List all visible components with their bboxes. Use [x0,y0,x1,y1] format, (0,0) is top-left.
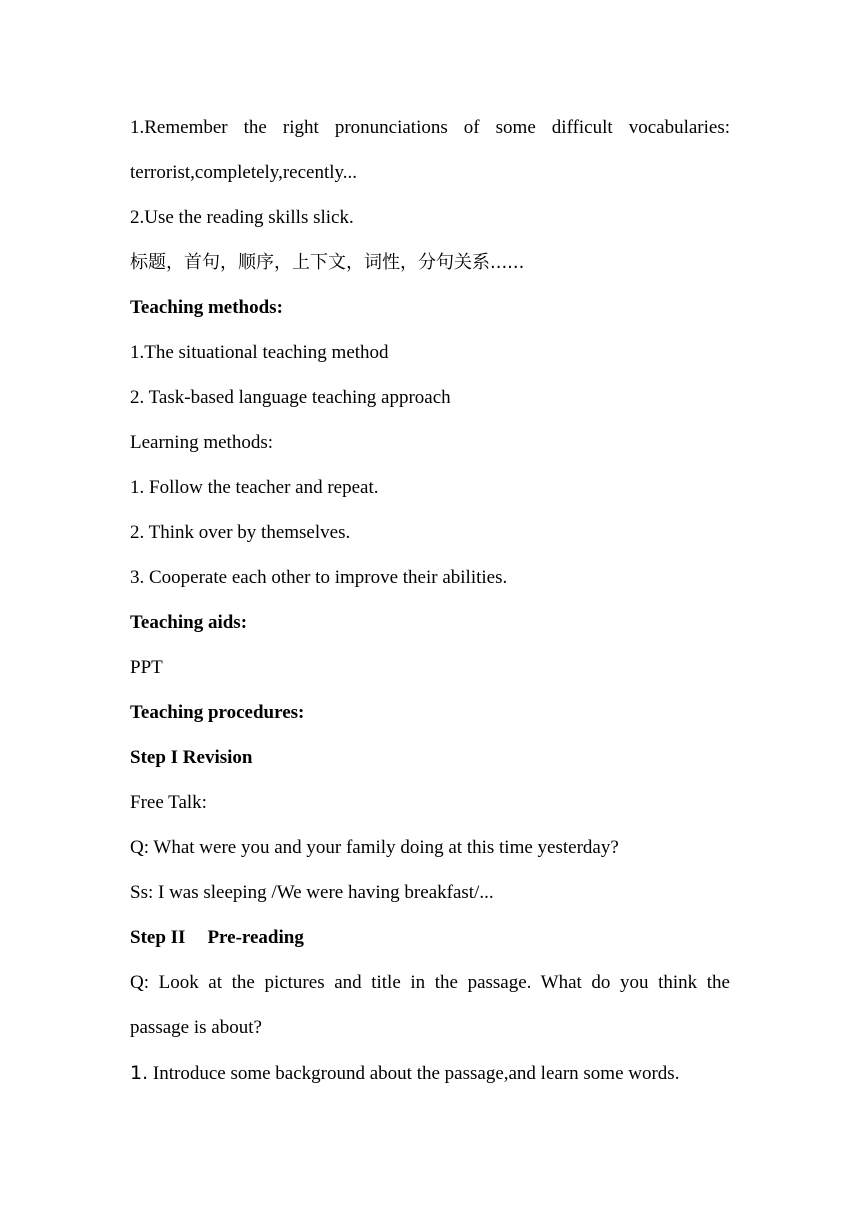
step-2-title: Pre-reading [207,927,304,948]
teaching-aids-heading: Teaching aids: [130,612,248,633]
pre-reading-question-line-2: passage is about? [130,1017,262,1038]
free-talk-answer: Ss: I was sleeping /We were having breakfast/... [130,882,494,903]
free-talk-label: Free Talk: [130,792,207,813]
teaching-aids-value: PPT [130,657,163,678]
reading-skills-cn: 标题，首句，顺序，上下文，词性，分句关系...... [130,252,525,273]
pre-reading-item-1-text: Introduce some background about the passage,and learn some words. [148,1063,680,1084]
learning-method-2: 2. Think over by themselves. [130,522,351,543]
pre-reading-item-1 [130,1061,730,1086]
teaching-procedures-heading: Teaching procedures: [130,702,305,723]
pre-reading-item-1-number: 1. [130,1062,149,1084]
learning-method-1: 1. Follow the teacher and repeat. [130,477,379,498]
objective-1-line-1: 1.Remember the right pronunciations of some difficult vocabularies: [130,117,730,138]
step-2-heading [130,926,730,950]
teaching-method-1: 1.The situational teaching method [130,342,389,363]
learning-methods-heading: Learning methods: [130,432,273,453]
teaching-method-2: 2. Task-based language teaching approach [130,387,451,408]
free-talk-question: Q: What were you and your family doing at this time yesterday? [130,837,619,858]
learning-method-3: 3. Cooperate each other to improve their abilities. [130,567,508,588]
objective-2: 2.Use the reading skills slick. [130,207,354,228]
teaching-methods-heading: Teaching methods: [130,297,283,318]
pre-reading-question-line-1: Q: Look at the pictures and title in the passage. What do you think the [130,972,730,993]
objective-1-line-2: terrorist,completely,recently... [130,162,358,183]
step-1-heading: Step I Revision [130,747,253,768]
step-2-number: Step II [130,927,186,948]
